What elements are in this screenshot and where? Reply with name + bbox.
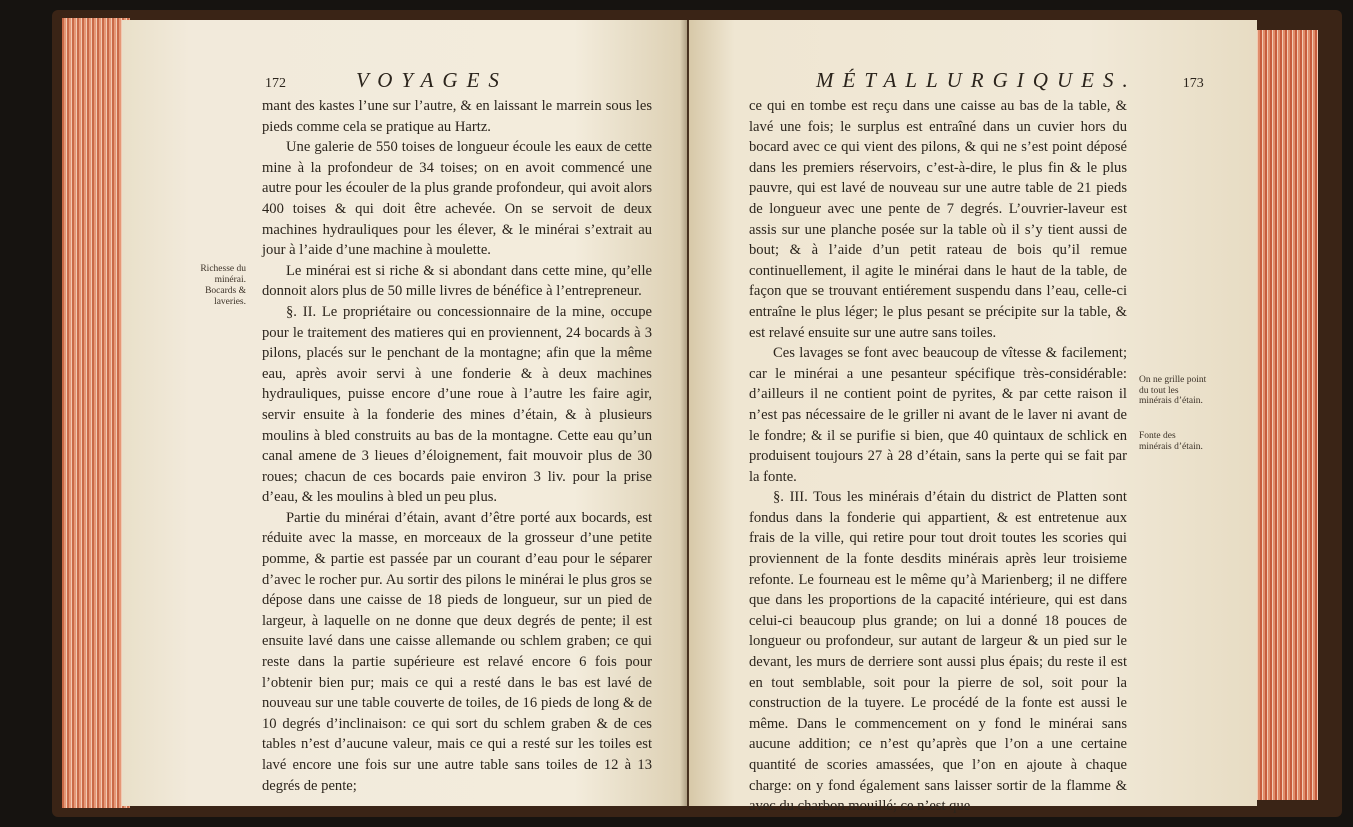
margin-note: Fonte des minérais d’étain. [1139, 431, 1203, 452]
page-number: 173 [1182, 76, 1204, 91]
running-head: MÉTALLURGIQUES. [816, 68, 1137, 92]
margin-note: On ne grille point du tout les minérais d’étain. [1139, 375, 1207, 406]
right-page [689, 20, 1257, 815]
paragraph: §. II. Le propriétaire ou concessionnaire de la mine, occupe pour le traitement des matieres qui en proviennent, 24 bocards à 3 pilons, placés sur le penchant de la montagne; afin que la même eau, après avoir servi à une fonderie & à deux machines hydrauliques, puisse encore d’une roue à l’autre les faire agir, servir ensuite à la fonderie des mines d’étain, & à plusieurs moulins à bled construits au bas de la montagne. Cette eau qu’un canal amene de 3 lieues d’éloignement, fait mouvoir plus de 30 roues; chacun de ces bocards paie environ 3 liv. pour la prise d’eau, & les moulins à bled un peu plus. [262, 303, 652, 506]
left-page-body [262, 96, 652, 796]
paragraph: Partie du minérai d’étain, avant d’être porté aux bocards, est réduite avec la masse, en morceaux de la grosseur d’une petite pomme, & partie est passée par un courant d’eau pour le séparer d’avec le rocher pur. Au sortir des pilons le minérai le plus gros se dépose dans une caisse de 18 pieds de longueur, sur un pied de largeur, à laquelle on ne donne que deux degrés de pente; il est ensuite lavé dans une caisse allemande ou schlem graben; ce qui reste dans la partie supérieure est relavé encore 6 fois pour l’obtenir bien pur; mais ce qui a resté dans le bas est lavé de nouveau sur une table couverte de toiles, de 16 pieds de long & de 10 degrés d’inclinaison: ce qui sort du schlem graben & de ces tables n’est d’aucune valeur, mais ce qui a resté sur les toiles est lavé encore une fois sur une autre table sans toiles de 12 à 13 degrés de pente; [262, 509, 652, 794]
running-head: VOYAGES [356, 68, 508, 92]
right-page-body [749, 96, 1127, 817]
page-number: 172 [265, 76, 286, 91]
paragraph: mant des kastes l’une sur l’autre, & en laissant le marrein sous les pieds comme cela se pratique au Hartz. [262, 98, 652, 135]
left-page-header [265, 68, 508, 93]
margin-note: Richesse du minérai. [200, 264, 246, 285]
page-edges-left [62, 18, 130, 808]
paragraph: Ces lavages se font avec beaucoup de vîtesse & facilement; car le minérai a une pesanteur spécifique très-considérable: d’ailleurs il ne contient point de pyrites, & par cette raison il n’est pas nécessaire de le griller ni avant de le laver ni avant de le fondre; & il se purifie si bien, que 40 quintaux de schlick en produisent toujours 27 à 28 d’étain, sans la perte qui se fait par la fonte. [749, 345, 1127, 485]
margin-note: Bocards & laveries. [205, 286, 246, 307]
paragraph: Le minérai est si riche & si abondant dans cette mine, qu’elle donnoit alors plus de 50 mille livres de bénéfice à l’entrepreneur. [262, 262, 652, 300]
left-page [122, 20, 687, 806]
right-page-header [816, 68, 1204, 93]
paragraph: §. III. Tous les minérais d’étain du district de Platten sont fondus dans la fonderie qui appartient, & est entretenue aux frais de la ville, qui retire pour tout droit toutes les scories qui proviennent de la fonte desdits minérais après leur troisieme refonte. Le fourneau est le même qu’à Marienberg; il ne differe que dans les proportions de la capacité intérieure, qui est dans celui-ci beaucoup plus grande; on lui a donné 18 pouces de longueur ou profondeur, sur autant de largeur & un pied sur le devant, les murs de derriere sont aussi plus épais; du reste il est en tout semblable, soit pour la pierre de sol, soit pour la construction de la tuyere. Le procédé de la fonte est aussi le même. Dans le commencement on y fond le minérai sans aucune addition; ce n’est qu’après que l’on a une certaine quantité de scories amassées, que l’on en ajoute à chaque charge: on y fond également sans laisser sortir de la flamme & avec du charbon mouillé; ce n’est que [749, 489, 1127, 815]
paragraph: ce qui en tombe est reçu dans une caisse au bas de la table, & lavé une fois; le surplus est entraîné dans un cuvier hors du bocard avec ce qui vient des pilons, & qui ne s’est point déposé dans les premiers réservoirs, c’est-à-dire, le plus fin & le plus pauvre, qui est lavé de nouveau sur une autre table de 21 pieds de longueur avec une pente de 7 degrés. L’ouvrier-laveur est assis sur une planche posée sur la table où il s’y tient aussi de bout; & à l’aide d’un petit rateau de bois qu’il remue continuellement, il agite le minérai dans le haut de la table, de façon que se trouvant entiérement suspendu dans l’eau, celle-ci entraîne le plus léger; le plus pesant se précipite sur la table, & est relavé ensuite sur une autre sans toiles. [749, 98, 1127, 341]
paragraph: Une galerie de 550 toises de longueur écoule les eaux de cette mine à la profondeur de 34 toises; on en avoit commencé une autre pour les écouler de la plus grande profondeur, qui avoit alors 400 toises & qui doit être achevée. On se servoit de deux machines hydrauliques pour les élever, & le minérai s’extrait au jour à l’aide d’une machine à moulette. [262, 139, 652, 259]
page-edges-right [1252, 30, 1318, 800]
